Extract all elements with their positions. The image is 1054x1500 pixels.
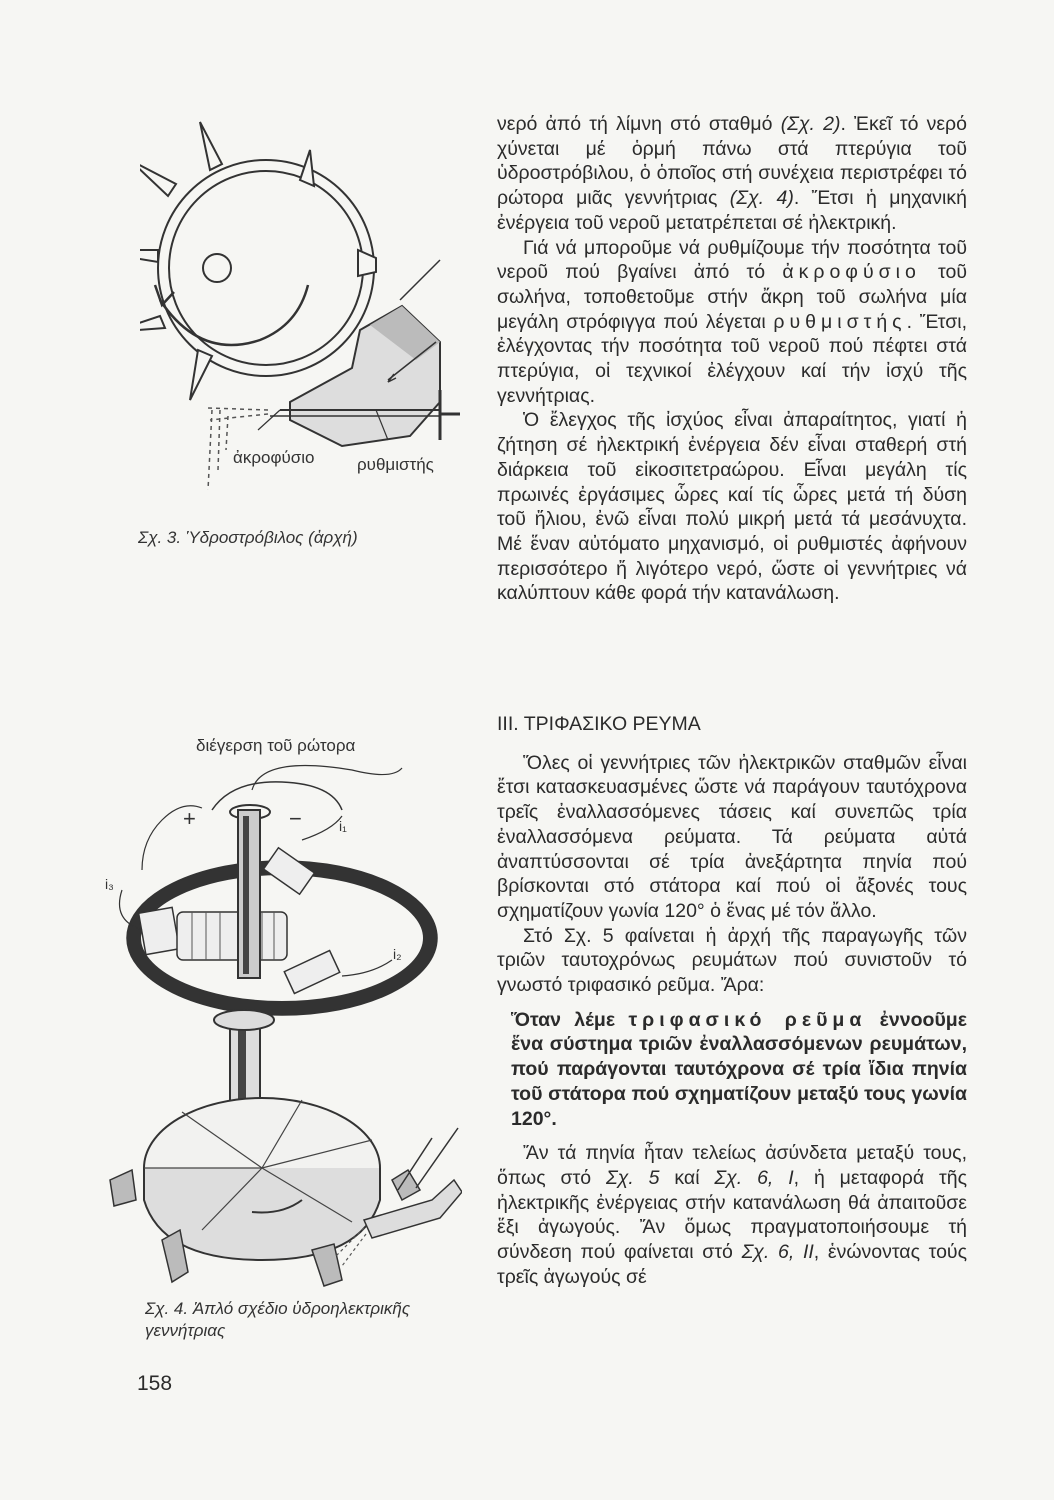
current-i1-label: i₁ [339, 818, 347, 834]
paragraph-1 [497, 112, 967, 236]
paragraph-6 [497, 1141, 967, 1289]
rotor-excitation-label: διέγερση τοῦ ρώτορα [196, 736, 356, 755]
current-i3-label: i₃ [105, 876, 114, 892]
p1-ref-fig2: (Σχ. 2) [780, 113, 841, 135]
definition-term: τριφασικό ρεῦμα [628, 1008, 867, 1031]
definition-text-b: ἐννοοῦμε ἕνα σύστημα τριῶν ἐναλλασσόμενων ρευμάτων, πού παράγονται ταυτόχρονα σέ τρία ἴδια πηνία τοῦ στάτορα πού σχηματίζουν μεταξύ τους γωνία 120°. [511, 1008, 967, 1130]
figure-3-turbine-diagram [140, 110, 460, 500]
figure-4-caption [145, 1298, 410, 1342]
p6-text-d: , ἑνώνοντας τούς τρεῖς ἀγωγούς σέ [497, 1241, 967, 1288]
text-column-lower [497, 712, 967, 1289]
paragraph-3: Ὁ ἔλεγχος τῆς ἰσχύος εἶναι ἀπαραίτητος, γιατί ἡ ζήτηση σέ ἠλεκτρική ἐνέργεια δέν εἶναι σταθερή στή διάρκεια τοῦ εἰκοσιτετραώρου. Εἶναι μεγάλη τίς πρωινές ἐργάσιμες ὧρες καί τίς ὧρες μετά τή δύση τοῦ ἥλιου, ἐνῶ εἶναι πολύ μικρή μετά τά μεσάνυχτα. Μέ ἕναν αὐτόματο μηχανισμό, οἱ ρυθμιστές ἀφήνουν περισσότερο ἤ λιγότερο νερό, ὥστε οἱ γεννήτριες νά καλύπτουν κάθε φορά τήν κατανάλωση. [497, 409, 967, 605]
p1-text-a: νερό ἀπό τή λίμνη στό σταθμό [497, 113, 781, 135]
figure-4-caption-line1: Ἁπλό σχέδιο ὑδροηλεκτρικῆς [192, 1299, 411, 1318]
figure-3-caption [138, 527, 358, 549]
text-column-upper [497, 112, 967, 606]
p6-ref-fig6-i: Σχ. 6, I [714, 1166, 794, 1189]
p1-text-c: . Ἔτσι ἡ μηχανική ἐνέργεια τοῦ νεροῦ μετατρέπεται σέ ἠλεκτρική. [497, 187, 967, 234]
p2-term-regulator: ρυθμιστής [773, 310, 907, 333]
p6-ref-fig6-ii: Σχ. 6, II [741, 1241, 814, 1264]
figure-4-caption-line2: γεννήτριας [145, 1321, 226, 1340]
figure-3-caption-text: Ὑδροστρόβιλος (ἀρχή) [185, 528, 358, 547]
nozzle-label: ἀκροφύσιο [233, 448, 315, 467]
figure-3-caption-prefix: Σχ. 3. [138, 528, 182, 547]
definition-block [511, 1008, 967, 1132]
p2-text-a: Γιά νά μποροῦμε νά ρυθμίζουμε τήν ποσότητα τοῦ νεροῦ πού βγαίνει ἀπό τό [497, 236, 967, 284]
p6-text-c: , ἡ μεταφορά τῆς ἠλεκτρικῆς ἐνέργειας στήν κατανάλωση θά ἀπαιτοῦσε ἕξι ἀγωγούς. Ἄν ὅμως πραγματοποιήσουμε τή σύνδεση πού φαίνεται στό [497, 1166, 967, 1264]
regulator-label: ρυθμιστής [357, 455, 434, 474]
p1-ref-fig4: (Σχ. 4) [729, 187, 794, 210]
definition-text-a: Ὅταν λέμε [511, 1008, 629, 1031]
p2-term-nozzle: ἀκροφύσιο [782, 261, 921, 284]
minus-sign: − [289, 806, 302, 831]
p2-text-c: . Ἔτσι, ἐλέγχοντας τήν ποσότητα τοῦ νεροῦ πού πέφτει στά πτερύγια, οἱ τεχνικοί ἐλέγχουν καί τήν ἰσχύ τῆς γεννήτριας. [497, 310, 968, 407]
p6-text-b: καί [659, 1166, 715, 1189]
paragraph-2 [497, 236, 967, 409]
paragraph-5: Στό Σχ. 5 φαίνεται ἡ ἀρχή τῆς παραγωγῆς τῶν τριῶν ταυτοχρόνως ρευμάτων πού συνιστοῦν τό γνωστό τριφασικό ρεῦμα. Ἄρα: [497, 924, 967, 997]
p6-ref-fig5: Σχ. 5 [606, 1166, 660, 1189]
page-number: 158 [137, 1372, 173, 1395]
current-i2-label: i₂ [393, 946, 402, 962]
plus-sign: + [183, 806, 196, 831]
p6-text-a: Ἄν τά πηνία ἦταν τελείως ἀσύνδετα μεταξύ τους, ὅπως στό [497, 1142, 967, 1189]
paragraph-4: Ὅλες οἱ γεννήτριες τῶν ἠλεκτρικῶν σταθμῶν εἶναι ἔτσι κατασκευασμένες ὥστε νά παράγουν ταυτόχρονα τρεῖς ἐναλλασσόμενες τάσεις καί συνεπῶς τρία ἐναλλασσόμενα ρεύματα. Τά ρεύματα αὐτά ἀναπτύσσονται σέ τρία ἀνεξάρτητα πηνία πού βρίσκονται στό στάτορα καί πού οἱ ἄξονές τους σχηματίζουν γωνία 120° ὁ ἕνας μέ τόν ἄλλο. [497, 751, 967, 922]
section-heading: ΙΙΙ. ΤΡΙΦΑΣΙΚΟ ΡΕΥΜΑ [497, 713, 701, 735]
p2-text-b: τοῦ σωλήνα, τοποθετοῦμε στήν ἄκρη τοῦ σωλήνα μία μεγάλη στρόφιγγα πού λέγεται [497, 261, 967, 333]
figure-4-caption-prefix: Σχ. 4. [145, 1299, 189, 1318]
p1-text-b: . Ἐκεῖ τό νερό χύνεται μέ ὁρμή πάνω στά πτερύγια τοῦ ὑδροστρόβιλου, ὁ ὁποῖος στή συνέχεια περιστρέφει τό ρώτορα μιᾶς γεννήτριας [497, 113, 967, 210]
figure-4-generator-diagram [102, 760, 462, 1320]
